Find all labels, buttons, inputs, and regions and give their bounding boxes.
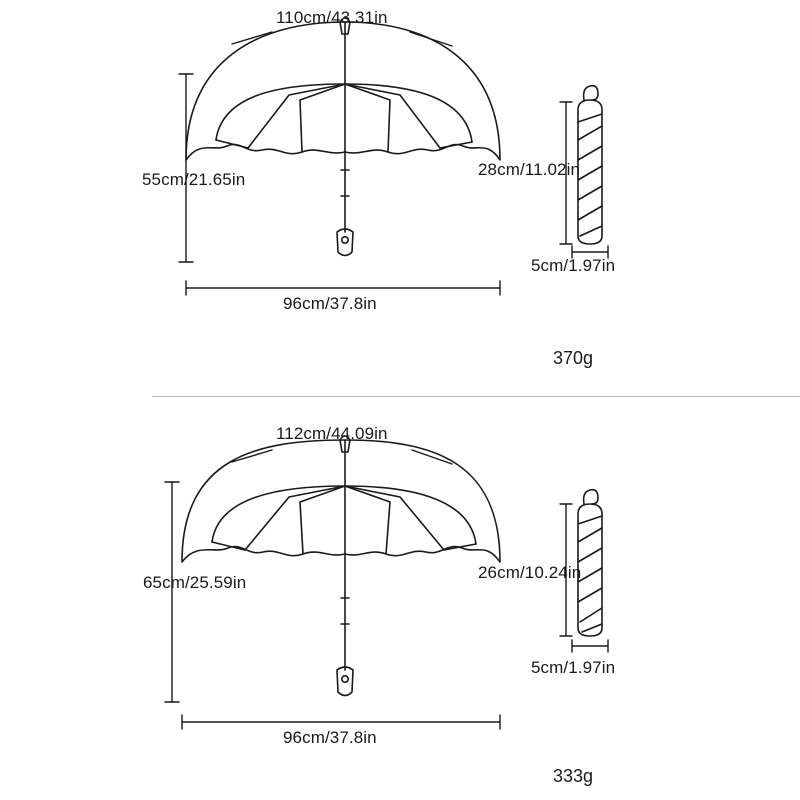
variant-1-height-label: 55cm/21.65in xyxy=(142,170,246,189)
variant-1-folded-width-label: 5cm/1.97in xyxy=(531,256,616,275)
variant-2-open-umbrella xyxy=(182,436,500,696)
section-divider xyxy=(152,396,800,397)
variant-2-span-label: 96cm/37.8in xyxy=(283,728,377,747)
variant-1-folded-length-label: 28cm/11.02in xyxy=(478,160,581,179)
variant-1-folded-umbrella xyxy=(578,86,602,244)
variant-1-weight-label: 370g xyxy=(553,348,594,368)
variant-1-span-dimension xyxy=(186,281,500,295)
variant-2-diameter-label: 112cm/44.09in xyxy=(276,424,388,443)
variant-1-open-umbrella xyxy=(186,18,500,256)
variant-2-folded-width-label: 5cm/1.97in xyxy=(531,658,616,677)
variant-2-height-label: 65cm/25.59in xyxy=(143,573,247,592)
variant-2-weight-label: 333g xyxy=(553,766,594,786)
variant-2-span-dimension xyxy=(182,715,500,729)
variant-2-folded-umbrella xyxy=(578,490,602,636)
variant-2-folded-width-dimension xyxy=(572,640,608,652)
variant-1-diameter-label: 110cm/43.31in xyxy=(276,8,388,27)
variant-2-folded-length-label: 26cm/10.24in xyxy=(478,563,582,582)
variant-1-span-label: 96cm/37.8in xyxy=(283,294,377,313)
variant-1-height-dimension xyxy=(179,74,193,262)
